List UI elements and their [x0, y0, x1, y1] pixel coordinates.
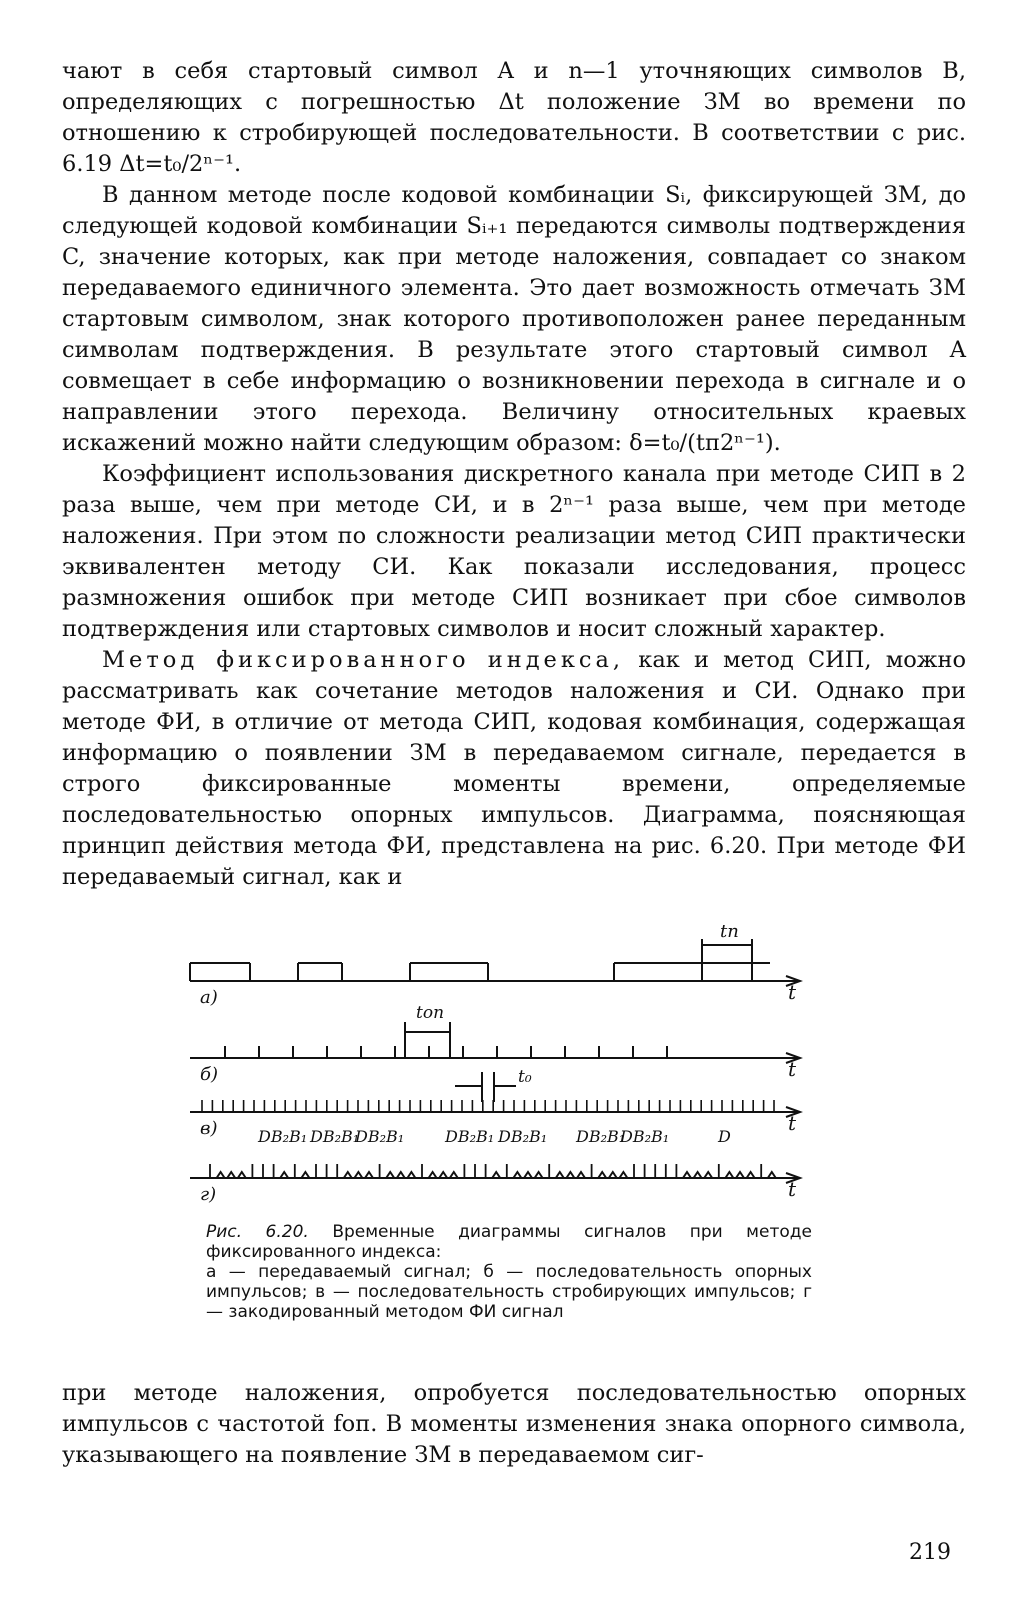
code-group-2: DB₂B₁	[355, 1127, 405, 1146]
figure-caption	[206, 1222, 812, 1322]
paragraph-4	[62, 645, 966, 893]
caption-legend: а — передаваемый сигнал; б — последовательность опорных импульсов; в — последовательность стробирующих импульсов; г — закодированный методом ФИ сигнал	[206, 1262, 812, 1322]
annotation-tp: tп	[720, 921, 739, 942]
page-number: 219	[909, 1540, 951, 1565]
axis-t-label-g: t	[788, 1177, 797, 1201]
code-group-0: DB₂B₁	[258, 1127, 308, 1146]
row-label-a: а)	[200, 987, 218, 1008]
axis-t-label-b: t	[788, 1057, 797, 1081]
row-label-g: г)	[200, 1184, 217, 1205]
row-label-v: в)	[200, 1118, 218, 1139]
code-group-5: DB₂B₁	[576, 1127, 626, 1146]
paragraph-3: Коэффициент использования дискретного канала при методе СИП в 2 раза выше, чем при методе СИ, и в 2ⁿ⁻¹ раза выше, чем при методе наложения. При этом по сложности реализации метод СИП практически эквивалентен методу СИ. Как показали исследования, процесс размножения ошибок при методе СИП возникает при сбое символов подтверждения или стартовых символов и носит сложный характер.	[62, 461, 966, 642]
timing-diagram	[180, 915, 820, 1215]
paragraph-5: при методе наложения, опробуется последовательностью опорных импульсов с частотой fоп. В моменты изменения знака опорного символа, указывающего на появление ЗМ в передаваемом сиг-	[62, 1380, 966, 1468]
paragraph-2: В данном методе после кодовой комбинации Sᵢ, фиксирующей ЗМ, до следующей кодовой комбинации Sᵢ₊₁ передаются символы подтверждения C, значение которых, как при методе наложения, совпадает со знаком передаваемого единичного элемента. Это дает возможность отмечать ЗМ стартовым символом, знак которого противоположен ранее переданным символам подтверждения. В результате этого стартовый символ A совмещает в себе информацию о возникновении перехода в сигнале и о направлении этого перехода. Величину относительных краевых искажений можно найти следующим образом: δ=t₀/(tп2ⁿ⁻¹).	[62, 182, 966, 456]
caption-text: Временные диаграммы сигналов при методе фиксированного индекса:	[206, 1222, 812, 1262]
term-fixed-index: Метод фиксированного индекса,	[102, 647, 625, 673]
page-body-continued	[62, 1378, 966, 1471]
code-group-4: DB₂B₁	[498, 1127, 548, 1146]
axis-t-label-a: t	[788, 980, 797, 1004]
row-label-b: б)	[200, 1064, 219, 1085]
page-body	[62, 56, 966, 893]
paragraph-1: чают в себя стартовый символ A и n—1 уточняющих символов B, определяющих с погрешностью Δt положение ЗМ во времени по отношению к стробирующей последовательности. В соответствии с рис. 6.19 Δt=t₀/2ⁿ⁻¹.	[62, 58, 966, 177]
annotation-top: tоп	[416, 1003, 445, 1023]
axis-t-label-v: t	[788, 1111, 797, 1135]
code-group-7: D	[718, 1127, 731, 1146]
annotation-t0: t₀	[518, 1067, 532, 1087]
code-group-6: DB₂B₁	[620, 1127, 670, 1146]
paragraph-4-rest: как и метод СИП, можно рассматривать как сочетание методов наложения и СИ. Однако при методе ФИ, в отличие от метода СИП, кодовая комбинация, содержащая информацию о появлении ЗМ в передаваемом сигнале, передается в строго фиксированные моменты времени, определяемые последовательностью опорных импульсов. Диаграмма, поясняющая принцип действия метода ФИ, представлена на рис. 6.20. При методе ФИ передаваемый сигнал, как и	[62, 647, 966, 890]
caption-title: Рис. 6.20.	[206, 1222, 309, 1242]
code-group-1: DB₂B₁	[310, 1127, 360, 1146]
code-group-3: DB₂B₁	[445, 1127, 495, 1146]
